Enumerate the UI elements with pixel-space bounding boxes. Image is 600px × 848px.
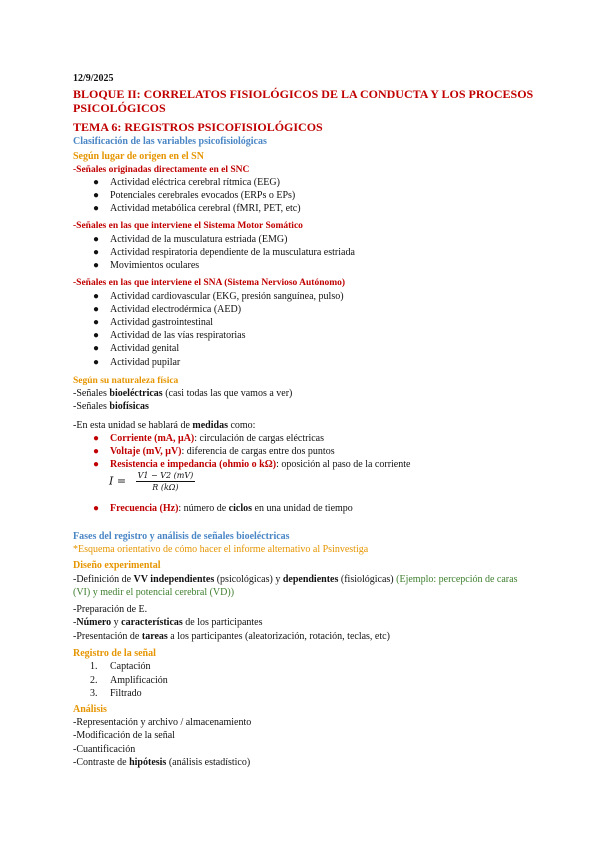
motor-heading: -Señales en las que interviene el Sistema Motor Somático (73, 221, 303, 231)
by-origin-heading: Según lugar de origen en el SN (73, 151, 204, 162)
by-nature-heading: Según su naturaleza física (73, 376, 179, 386)
bullet-icon: ● (93, 234, 100, 245)
design-definition-line: -Definición de VV independientes (psicológicas) y dependientes (fisiológicas) (Ejemplo: percepción de caras (73, 574, 518, 585)
date: 12/9/2025 (73, 73, 114, 84)
signal-heading: Registro de la señal (73, 648, 156, 659)
bullet-icon: ● (93, 247, 100, 258)
bullet-icon: ● (93, 446, 100, 457)
snc-heading: -Señales originadas directamente en el SNC (73, 165, 250, 175)
bullet-icon: ● (93, 317, 100, 328)
list-item: Actividad eléctrica cerebral rítmica (EEG) (110, 177, 280, 188)
bullet-icon: ● (93, 203, 100, 214)
analysis-heading: Análisis (73, 704, 107, 715)
list-item: Actividad pupilar (110, 357, 181, 368)
analysis-item: -Representación y archivo / almacenamiento (73, 717, 252, 728)
bullet-icon: ● (93, 190, 100, 201)
bullet-icon: ● (93, 357, 100, 368)
list-item: Amplificación (110, 675, 168, 686)
list-number: 3. (90, 688, 98, 699)
measure-item: Resistencia e impedancia (ohmio o kΩ): oposición al paso de la corriente (110, 459, 411, 470)
ohms-law-formula: I = $\frac{V1 - V2 (mV)}{R (k\Omega)}$ (109, 471, 194, 492)
topic-title: TEMA 6: REGISTROS PSICOFISIOLÓGICOS (73, 120, 323, 134)
design-participants-line: -Número y características de los participantes (73, 617, 263, 628)
bullet-icon: ● (93, 177, 100, 188)
bullet-icon: ● (93, 291, 100, 302)
list-item: Actividad respiratoria dependiente de la musculatura estriada (110, 247, 355, 258)
design-example-line: (VI) y medir el potencial cerebral (VD)) (73, 587, 235, 598)
block-title-line1: BLOQUE II: CORRELATOS FISIOLÓGICOS DE LA CONDUCTA Y LOS PROCESOS (73, 87, 534, 101)
phases-heading: Fases del registro y análisis de señales bioeléctricas (73, 531, 290, 542)
bullet-icon: ● (93, 343, 100, 354)
bullet-icon: ● (93, 260, 100, 271)
list-item: Filtrado (110, 688, 142, 699)
biophysical-line: -Señales biofísicas (73, 401, 149, 412)
analysis-item: -Cuantificación (73, 744, 136, 755)
bioelectric-line: -Señales bioeléctricas (casi todas las que vamos a ver) (73, 388, 293, 399)
list-item: Actividad de la musculatura estriada (EMG) (110, 234, 288, 245)
design-prep-line: -Preparación de E. (73, 604, 148, 615)
list-item: Captación (110, 661, 151, 672)
list-item: Actividad metabólica cerebral (fMRI, PET, etc) (110, 203, 301, 214)
bullet-icon: ● (93, 304, 100, 315)
classification-heading: Clasificación de las variables psicofisiológicas (73, 136, 267, 147)
design-tasks-line: -Presentación de tareas a los participantes (aleatorización, rotación, teclas, etc) (73, 631, 390, 642)
bullet-icon: ● (93, 503, 100, 514)
frequency-item: Frecuencia (Hz): número de ciclos en una unidad de tiempo (110, 503, 353, 514)
analysis-item: -Modificación de la señal (73, 730, 175, 741)
phases-note: *Esquema orientativo de cómo hacer el informe alternativo al Psinvestiga (73, 544, 369, 555)
bullet-icon: ● (93, 433, 100, 444)
design-heading: Diseño experimental (73, 560, 161, 571)
block-title-line2: PSICOLÓGICOS (73, 101, 166, 115)
bullet-icon: ● (93, 330, 100, 341)
list-item: Movimientos oculares (110, 260, 200, 271)
list-item: Actividad genital (110, 343, 180, 354)
list-number: 1. (90, 661, 98, 672)
measure-item: Voltaje (mV, μV): diferencia de cargas entre dos puntos (110, 446, 335, 457)
analysis-item: -Contraste de hipótesis (análisis estadístico) (73, 757, 251, 768)
bullet-icon: ● (93, 459, 100, 470)
measure-item: Corriente (mA, μA): circulación de cargas eléctricas (110, 433, 324, 444)
list-item: Potenciales cerebrales evocados (ERPs o EPs) (110, 190, 296, 201)
measures-intro: -En esta unidad se hablará de medidas como: (73, 420, 256, 431)
list-item: Actividad gastrointestinal (110, 317, 214, 328)
sna-heading: -Señales en las que interviene el SNA (Sistema Nervioso Autónomo) (73, 278, 346, 288)
list-item: Actividad de las vías respiratorias (110, 330, 246, 341)
list-item: Actividad cardiovascular (EKG, presión sanguínea, pulso) (110, 291, 344, 302)
list-number: 2. (90, 675, 98, 686)
list-item: Actividad electrodérmica (AED) (110, 304, 242, 315)
